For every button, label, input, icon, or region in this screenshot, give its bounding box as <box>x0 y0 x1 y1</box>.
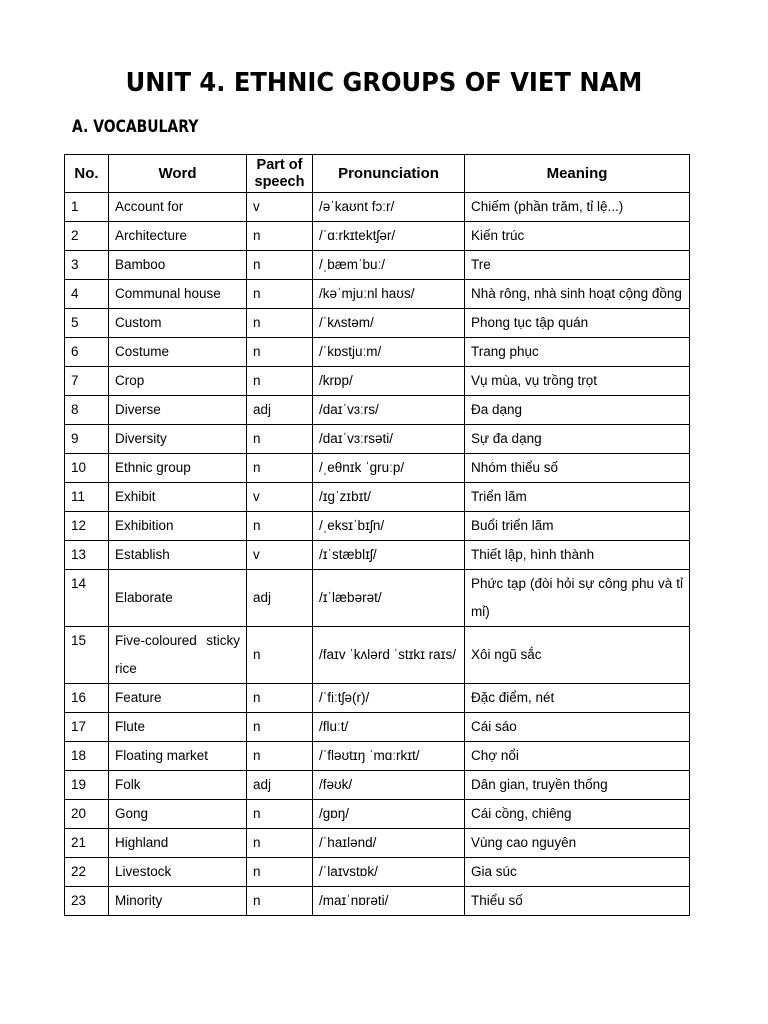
cell-pronunciation: /ɪɡˈzɪbɪt/ <box>313 483 465 512</box>
cell-no: 17 <box>65 713 109 742</box>
cell-part-of-speech: n <box>247 829 313 858</box>
cell-part-of-speech: n <box>247 367 313 396</box>
cell-part-of-speech: n <box>247 627 313 684</box>
cell-meaning: Vùng cao nguyên <box>465 829 690 858</box>
cell-no: 4 <box>65 280 109 309</box>
cell-pronunciation: /maɪˈnɒrəti/ <box>313 887 465 916</box>
table-row <box>65 858 690 887</box>
table-row <box>65 396 690 425</box>
table-row <box>65 454 690 483</box>
vocabulary-table <box>64 154 690 916</box>
cell-part-of-speech: adj <box>247 570 313 627</box>
cell-word: Livestock <box>109 858 247 887</box>
table-row <box>65 742 690 771</box>
cell-part-of-speech: n <box>247 512 313 541</box>
table-row <box>65 338 690 367</box>
cell-pronunciation: /ɪˈstæblɪʃ/ <box>313 541 465 570</box>
cell-no: 15 <box>65 627 109 684</box>
cell-meaning: Chiếm (phần trăm, tỉ lệ...) <box>465 193 690 222</box>
table-row <box>65 541 690 570</box>
cell-meaning: Triển lãm <box>465 483 690 512</box>
cell-part-of-speech: v <box>247 541 313 570</box>
cell-pronunciation: /kəˈmjuːnl haʊs/ <box>313 280 465 309</box>
cell-pronunciation: /ɡɒŋ/ <box>313 800 465 829</box>
cell-meaning: Tre <box>465 251 690 280</box>
cell-part-of-speech: adj <box>247 771 313 800</box>
cell-word: Communal house <box>109 280 247 309</box>
cell-word: Gong <box>109 800 247 829</box>
cell-word: Elaborate <box>109 570 247 627</box>
cell-pronunciation: /ˈfiːtʃə(r)/ <box>313 684 465 713</box>
cell-meaning: Phong tục tập quán <box>465 309 690 338</box>
cell-word: Folk <box>109 771 247 800</box>
cell-no: 18 <box>65 742 109 771</box>
cell-no: 3 <box>65 251 109 280</box>
cell-word: Minority <box>109 887 247 916</box>
table-row <box>65 193 690 222</box>
cell-no: 5 <box>65 309 109 338</box>
cell-pronunciation: /ˈlaɪvstɒk/ <box>313 858 465 887</box>
header-part-of-speech-line1: Part of <box>256 156 303 173</box>
cell-part-of-speech: n <box>247 858 313 887</box>
header-word: Word <box>109 155 247 193</box>
section-heading: A. VOCABULARY <box>72 117 199 137</box>
cell-part-of-speech: v <box>247 193 313 222</box>
cell-no: 2 <box>65 222 109 251</box>
cell-no: 14 <box>65 570 109 627</box>
page-title: UNIT 4. ETHNIC GROUPS OF VIET NAM <box>125 68 643 98</box>
cell-meaning: Vụ mùa, vụ trồng trọt <box>465 367 690 396</box>
cell-word: Exhibit <box>109 483 247 512</box>
cell-word: Establish <box>109 541 247 570</box>
table-row <box>65 887 690 916</box>
cell-word: Bamboo <box>109 251 247 280</box>
table-row <box>65 627 690 684</box>
cell-meaning: Phức tạp (đòi hỏi sự công phu và tỉ mỉ) <box>465 570 690 627</box>
cell-meaning: Gia súc <box>465 858 690 887</box>
table-row <box>65 309 690 338</box>
header-part-of-speech <box>247 155 313 193</box>
table-row <box>65 800 690 829</box>
cell-word: Architecture <box>109 222 247 251</box>
cell-meaning: Cái sáo <box>465 713 690 742</box>
cell-meaning: Nhóm thiểu số <box>465 454 690 483</box>
cell-meaning: Kiến trúc <box>465 222 690 251</box>
cell-word: Diversity <box>109 425 247 454</box>
cell-pronunciation: /fəʊk/ <box>313 771 465 800</box>
header-pronunciation: Pronunciation <box>313 155 465 193</box>
cell-part-of-speech: n <box>247 222 313 251</box>
cell-part-of-speech: n <box>247 713 313 742</box>
cell-meaning: Cái cồng, chiêng <box>465 800 690 829</box>
cell-part-of-speech: v <box>247 483 313 512</box>
cell-no: 11 <box>65 483 109 512</box>
cell-pronunciation: /ˌeθnɪk ˈɡruːp/ <box>313 454 465 483</box>
cell-meaning: Dân gian, truyền thống <box>465 771 690 800</box>
cell-part-of-speech: n <box>247 251 313 280</box>
cell-no: 23 <box>65 887 109 916</box>
cell-no: 9 <box>65 425 109 454</box>
cell-word: Flute <box>109 713 247 742</box>
cell-word: Five-coloured sticky rice <box>109 627 247 684</box>
cell-no: 22 <box>65 858 109 887</box>
cell-word: Costume <box>109 338 247 367</box>
cell-no: 8 <box>65 396 109 425</box>
cell-meaning: Nhà rông, nhà sinh hoạt cộng đồng <box>465 280 690 309</box>
cell-word: Account for <box>109 193 247 222</box>
cell-no: 19 <box>65 771 109 800</box>
cell-pronunciation: /ɪˈlæbərət/ <box>313 570 465 627</box>
cell-pronunciation: /krɒp/ <box>313 367 465 396</box>
header-part-of-speech-line2: speech <box>254 173 305 190</box>
cell-no: 6 <box>65 338 109 367</box>
cell-pronunciation: /daɪˈvɜːrsəti/ <box>313 425 465 454</box>
table-header-row <box>65 155 690 193</box>
table-row <box>65 483 690 512</box>
cell-part-of-speech: n <box>247 425 313 454</box>
table-row <box>65 280 690 309</box>
table-row <box>65 570 690 627</box>
cell-part-of-speech: adj <box>247 396 313 425</box>
cell-no: 10 <box>65 454 109 483</box>
table-row <box>65 713 690 742</box>
header-meaning: Meaning <box>465 155 690 193</box>
cell-part-of-speech: n <box>247 309 313 338</box>
cell-part-of-speech: n <box>247 887 313 916</box>
table-row <box>65 684 690 713</box>
cell-no: 20 <box>65 800 109 829</box>
cell-no: 13 <box>65 541 109 570</box>
cell-meaning: Chợ nổi <box>465 742 690 771</box>
cell-pronunciation: /daɪˈvɜːrs/ <box>313 396 465 425</box>
cell-word: Crop <box>109 367 247 396</box>
cell-word: Ethnic group <box>109 454 247 483</box>
cell-meaning: Xôi ngũ sắc <box>465 627 690 684</box>
cell-pronunciation: /ˌeksɪˈbɪʃn/ <box>313 512 465 541</box>
cell-part-of-speech: n <box>247 684 313 713</box>
cell-part-of-speech: n <box>247 338 313 367</box>
table-row <box>65 771 690 800</box>
cell-meaning: Đặc điểm, nét <box>465 684 690 713</box>
cell-meaning: Trang phục <box>465 338 690 367</box>
cell-no: 1 <box>65 193 109 222</box>
table-row <box>65 367 690 396</box>
table-body <box>65 193 690 916</box>
cell-pronunciation: /ˈɑːrkɪtektʃər/ <box>313 222 465 251</box>
cell-part-of-speech: n <box>247 742 313 771</box>
cell-pronunciation: /ˈkʌstəm/ <box>313 309 465 338</box>
header-no: No. <box>65 155 109 193</box>
cell-pronunciation: /faɪv ˈkʌlərd ˈstɪkɪ raɪs/ <box>313 627 465 684</box>
cell-meaning: Sự đa dạng <box>465 425 690 454</box>
cell-word: Custom <box>109 309 247 338</box>
cell-part-of-speech: n <box>247 454 313 483</box>
cell-word: Exhibition <box>109 512 247 541</box>
cell-part-of-speech: n <box>247 800 313 829</box>
table-row <box>65 251 690 280</box>
cell-no: 16 <box>65 684 109 713</box>
table-row <box>65 829 690 858</box>
cell-pronunciation: /ˈfləʊtɪŋ ˈmɑːrkɪt/ <box>313 742 465 771</box>
table-row <box>65 222 690 251</box>
table-row <box>65 512 690 541</box>
cell-meaning: Đa dạng <box>465 396 690 425</box>
cell-pronunciation: /əˈkaʊnt fɔːr/ <box>313 193 465 222</box>
cell-pronunciation: /ˈkɒstjuːm/ <box>313 338 465 367</box>
cell-word: Feature <box>109 684 247 713</box>
cell-meaning: Thiểu số <box>465 887 690 916</box>
cell-part-of-speech: n <box>247 280 313 309</box>
cell-no: 21 <box>65 829 109 858</box>
cell-word: Diverse <box>109 396 247 425</box>
cell-word: Highland <box>109 829 247 858</box>
cell-meaning: Buổi triển lãm <box>465 512 690 541</box>
cell-word: Floating market <box>109 742 247 771</box>
cell-pronunciation: /ˌbæmˈbuː/ <box>313 251 465 280</box>
table-row <box>65 425 690 454</box>
cell-pronunciation: /fluːt/ <box>313 713 465 742</box>
cell-pronunciation: /ˈhaɪlənd/ <box>313 829 465 858</box>
cell-no: 7 <box>65 367 109 396</box>
cell-meaning: Thiết lập, hình thành <box>465 541 690 570</box>
cell-no: 12 <box>65 512 109 541</box>
